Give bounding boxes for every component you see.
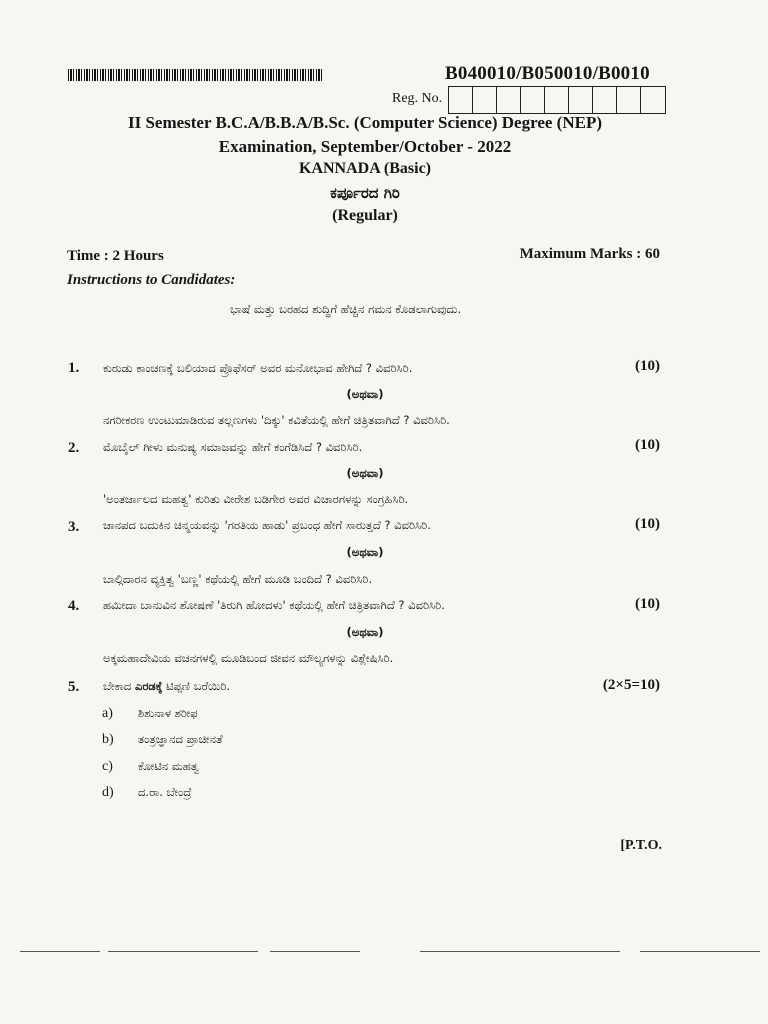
or-label: (ಅಥವಾ) <box>346 625 384 639</box>
question-marks: (10) <box>635 437 660 453</box>
or-label: (ಅಥವಾ) <box>346 545 384 559</box>
question-text: ಜಾನಪದ ಬದುಕಿನ ಚಿನ್ಮಯವನ್ನು 'ಗರತಿಯ ಹಾಡು' ಪ್ರಬಂಧ ಹೇಗೆ ಸಾರುತ್ತದೆ ? ವಿವರಿಸಿರಿ. <box>103 518 431 532</box>
reg-box <box>569 87 593 113</box>
maximum-marks: Maximum Marks : 60 <box>519 246 660 262</box>
scan-artifact-line <box>640 951 760 952</box>
sub-question-label: c) <box>102 759 113 774</box>
or-label: (ಅಥವಾ) <box>346 387 384 401</box>
reg-box <box>617 87 641 113</box>
time-allowed: Time : 2 Hours <box>67 248 164 264</box>
q5-text-post: ಟಿಪ್ಪಣಿ ಬರೆಯಿರಿ. <box>162 679 231 693</box>
question-number: 1. <box>68 360 80 376</box>
sub-question-text: ತಂತ್ರಜ್ಞಾನದ ಪ್ರಾಚೀನತೆ <box>138 732 223 746</box>
exam-title: II Semester B.C.A/B.B.A/B.Sc. (Computer Science) Degree (NEP) <box>127 113 603 132</box>
scan-artifact-line <box>420 951 620 952</box>
sub-question-text: ಶಿಶುನಾಳ ಶರೀಫ <box>138 706 198 720</box>
subject-title: KANNADA (Basic) <box>299 160 431 177</box>
q5-text-pre: ಬೇಕಾದ <box>103 679 135 693</box>
exam-session: Examination, September/October - 2022 <box>218 137 512 156</box>
q5-text-emphasis: ಎರಡಕ್ಕೆ <box>134 679 163 693</box>
question-text: ಕುರುಡು ಕಾಂಚಣಕ್ಕೆ ಬಲಿಯಾದ ಪ್ರೊಫೆಸರ್ ಅವರ ಮನೋಭಾವ ಹೇಗಿದೆ ? ವಿವರಿಸಿರಿ. <box>103 361 413 375</box>
reg-box <box>521 87 545 113</box>
reg-box <box>545 87 569 113</box>
exam-type: (Regular) <box>332 207 398 224</box>
alternate-question-text: ಅಕ್ಕಮಹಾದೇವಿಯ ವಚನಗಳಲ್ಲಿ ಮೂಡಿಬಂದ ಜೀವನ ಮೌಲ್ಯಗಳನ್ನು ವಿಶ್ಲೇಷಿಸಿರಿ. <box>103 651 394 665</box>
alternate-question-text: 'ಅಂತರ್ಜಾಲದ ಮಹತ್ವ' ಕುರಿತು ವೀರೇಶ ಬಡಿಗೇರ ಅವರ ವಿಚಾರಗಳನ್ನು ಸಂಗ್ರಹಿಸಿರಿ. <box>103 492 409 506</box>
sub-question-text: ಕೋಟಿನ ಮಹತ್ವ <box>138 759 199 773</box>
or-label: (ಅಥವಾ) <box>346 466 384 480</box>
question-marks: (10) <box>635 516 660 532</box>
scan-artifact-line <box>270 951 360 952</box>
scan-artifact-line <box>20 951 100 952</box>
alternate-question-text: ಬಾಲ್ಗಿದಾರನ ವ್ಯಕ್ತಿತ್ವ 'ಬಣ್ಣ' ಕಥೆಯಲ್ಲಿ ಹೇಗೆ ಮೂಡಿ ಬಂದಿದೆ ? ವಿವರಿಸಿರಿ. <box>103 572 373 586</box>
reg-box <box>593 87 617 113</box>
question-number: 2. <box>68 440 80 456</box>
question-number: 3. <box>68 519 80 535</box>
reg-box <box>497 87 521 113</box>
reg-box <box>473 87 497 113</box>
question-text: ಹಮೀದಾ ಬಾನುವಿನ ಶೋಷಣೆ 'ತಿರುಗಿ ಹೋದಳು' ಕಥೆಯಲ್ಲಿ ಹೇಗೆ ಚಿತ್ರಿತವಾಗಿದೆ ? ವಿವರಿಸಿರಿ. <box>103 598 445 612</box>
question-marks: (10) <box>635 358 660 374</box>
barcode <box>68 69 324 81</box>
instruction-text: ಭಾಷೆ ಮತ್ತು ಬರಹದ ಶುದ್ಧಿಗೆ ಹೆಚ್ಚಿನ ಗಮನ ಕೊಡಲಾಗುವುದು. <box>230 302 462 316</box>
question-number: 4. <box>68 598 80 614</box>
sub-question-label: b) <box>102 732 114 747</box>
please-turn-over: [P.T.O. <box>620 838 662 853</box>
reg-no-label: Reg. No. <box>392 91 443 106</box>
question-number: 5. <box>68 679 80 695</box>
paper-code: B040010/B050010/B0010 <box>445 63 650 84</box>
alternate-question-text: ನಗರೀಕರಣ ಉಂಟುಮಾಡಿರುವ ತಲ್ಲಣಗಳು 'ದಿಕ್ಕು' ಕವಿತೆಯಲ್ಲಿ ಹೇಗೆ ಚಿತ್ರಿತವಾಗಿದೆ ? ವಿವರಿಸಿರಿ. <box>103 413 450 427</box>
instructions-heading: Instructions to Candidates: <box>67 272 236 288</box>
reg-box <box>449 87 473 113</box>
sub-question-label: d) <box>102 785 114 800</box>
question-text: ಮೊಬೈಲ್ ಗೀಳು ಮನುಷ್ಯ ಸಮಾಜವನ್ನು ಹೇಗೆ ಕಂಗೆಡಿಸಿದೆ ? ವಿವರಿಸಿರಿ. <box>103 440 363 454</box>
scan-artifact-line <box>108 951 258 952</box>
reg-no-boxes <box>448 86 666 114</box>
sub-question-text: ದ.ರಾ. ಬೇಂದ್ರೆ <box>138 785 192 799</box>
subject-title-kannada: ಕರ್ಪೂರದ ಗಿರಿ <box>330 184 400 202</box>
question-marks: (2×5=10) <box>602 677 660 693</box>
reg-box <box>641 87 665 113</box>
question-marks: (10) <box>635 596 660 612</box>
question-text <box>103 679 230 694</box>
sub-question-label: a) <box>102 706 113 721</box>
